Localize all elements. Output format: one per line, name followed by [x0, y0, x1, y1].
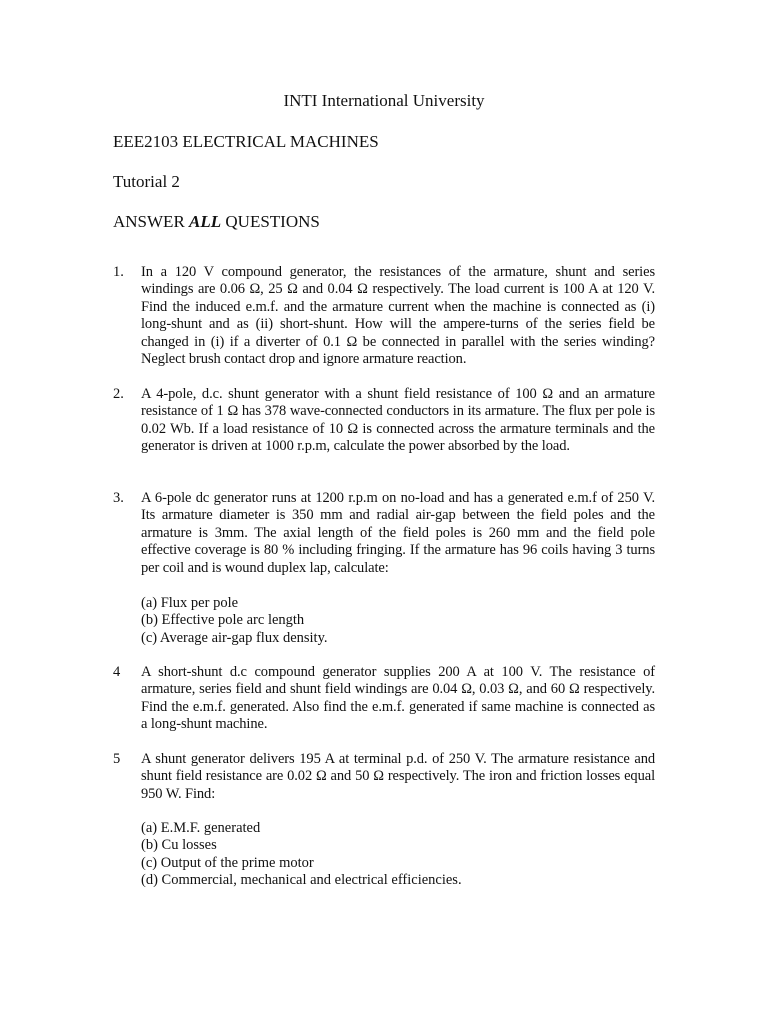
question-5	[113, 751, 658, 803]
sub-question: (b) Effective pole arc length	[141, 612, 305, 629]
course-title: EEE2103 ELECTRICAL MACHINES	[113, 132, 379, 151]
question-text: In a 120 V compound generator, the resistances of the armature, shunt and series windings are 0.06 Ω, 25 Ω and 0.04 Ω respectively. The load current is 100 A at 120 V. Find the induced e.m.f. and the armature current when the machine is connected as (i) long-shunt and as (ii) short-shunt. How will the ampere-turns of the series field be changed in (i) if a diverter of 0.1 Ω be connected in parallel with the series winding? Neglect brush contact drop and ignore armature reaction.	[141, 264, 655, 368]
sub-question: (d) Commercial, mechanical and electrical efficiencies.	[141, 872, 462, 889]
sub-question: (a) Flux per pole	[141, 595, 239, 611]
question-4	[113, 664, 658, 734]
question-3-parts	[141, 595, 621, 647]
sub-question: (a) E.M.F. generated	[141, 820, 261, 836]
question-number: 1.	[113, 264, 124, 280]
question-number: 3.	[113, 490, 124, 506]
question-2	[113, 386, 658, 474]
question-number: 5	[113, 751, 121, 767]
question-text: A 6-pole dc generator runs at 1200 r.p.m on no-load and has a generated e.m.f of 250 V. Its armature diameter is 350 mm and radial air-gap between the field poles and the armature is 3mm. The axial length of the field poles is 260 mm and the field pole effective coverage is 80 % including fringing. If the armature has 96 coils having 3 turns per coil and is wound duplex lap, calculate:	[141, 490, 655, 576]
question-text: A 4-pole, d.c. shunt generator with a shunt field resistance of 100 Ω and an armature resistance of 1 Ω has 378 wave-connected conductors in its armature. The flux per pole is 0.02 Wb. If a load resistance of 10 Ω is connected across the armature terminals and the generator is driven at 1000 r.p.m, calculate the power absorbed by the load.	[141, 386, 655, 455]
sub-question: (b) Cu losses	[141, 837, 217, 854]
question-3	[113, 490, 658, 578]
question-text: A shunt generator delivers 195 A at terminal p.d. of 250 V. The armature resistance and shunt field resistance are 0.02 Ω and 50 Ω respectively. The iron and friction losses equal 950 W. Find:	[141, 751, 655, 802]
university-title: INTI International University	[283, 91, 485, 110]
instruction-suffix: QUESTIONS	[221, 212, 320, 231]
sub-question: (c) Average air-gap flux density.	[141, 629, 328, 646]
instruction-prefix: ANSWER	[113, 212, 190, 231]
question-5-parts	[141, 820, 621, 890]
question-text: A short-shunt d.c compound generator supplies 200 A at 100 V. The resistance of armature, series field and shunt field windings are 0.04 Ω, 0.03 Ω, and 60 Ω respectively. Find the e.m.f. generated. Also find the e.m.f. generated if same machine is connected as a long-shunt machine.	[141, 664, 655, 733]
sub-question: (c) Output of the prime motor	[141, 854, 314, 871]
instruction-emphasis: ALL	[189, 212, 222, 231]
question-1	[113, 264, 658, 369]
tutorial-label: Tutorial 2	[113, 172, 180, 191]
question-number: 4	[113, 664, 121, 680]
question-number: 2.	[113, 386, 124, 402]
